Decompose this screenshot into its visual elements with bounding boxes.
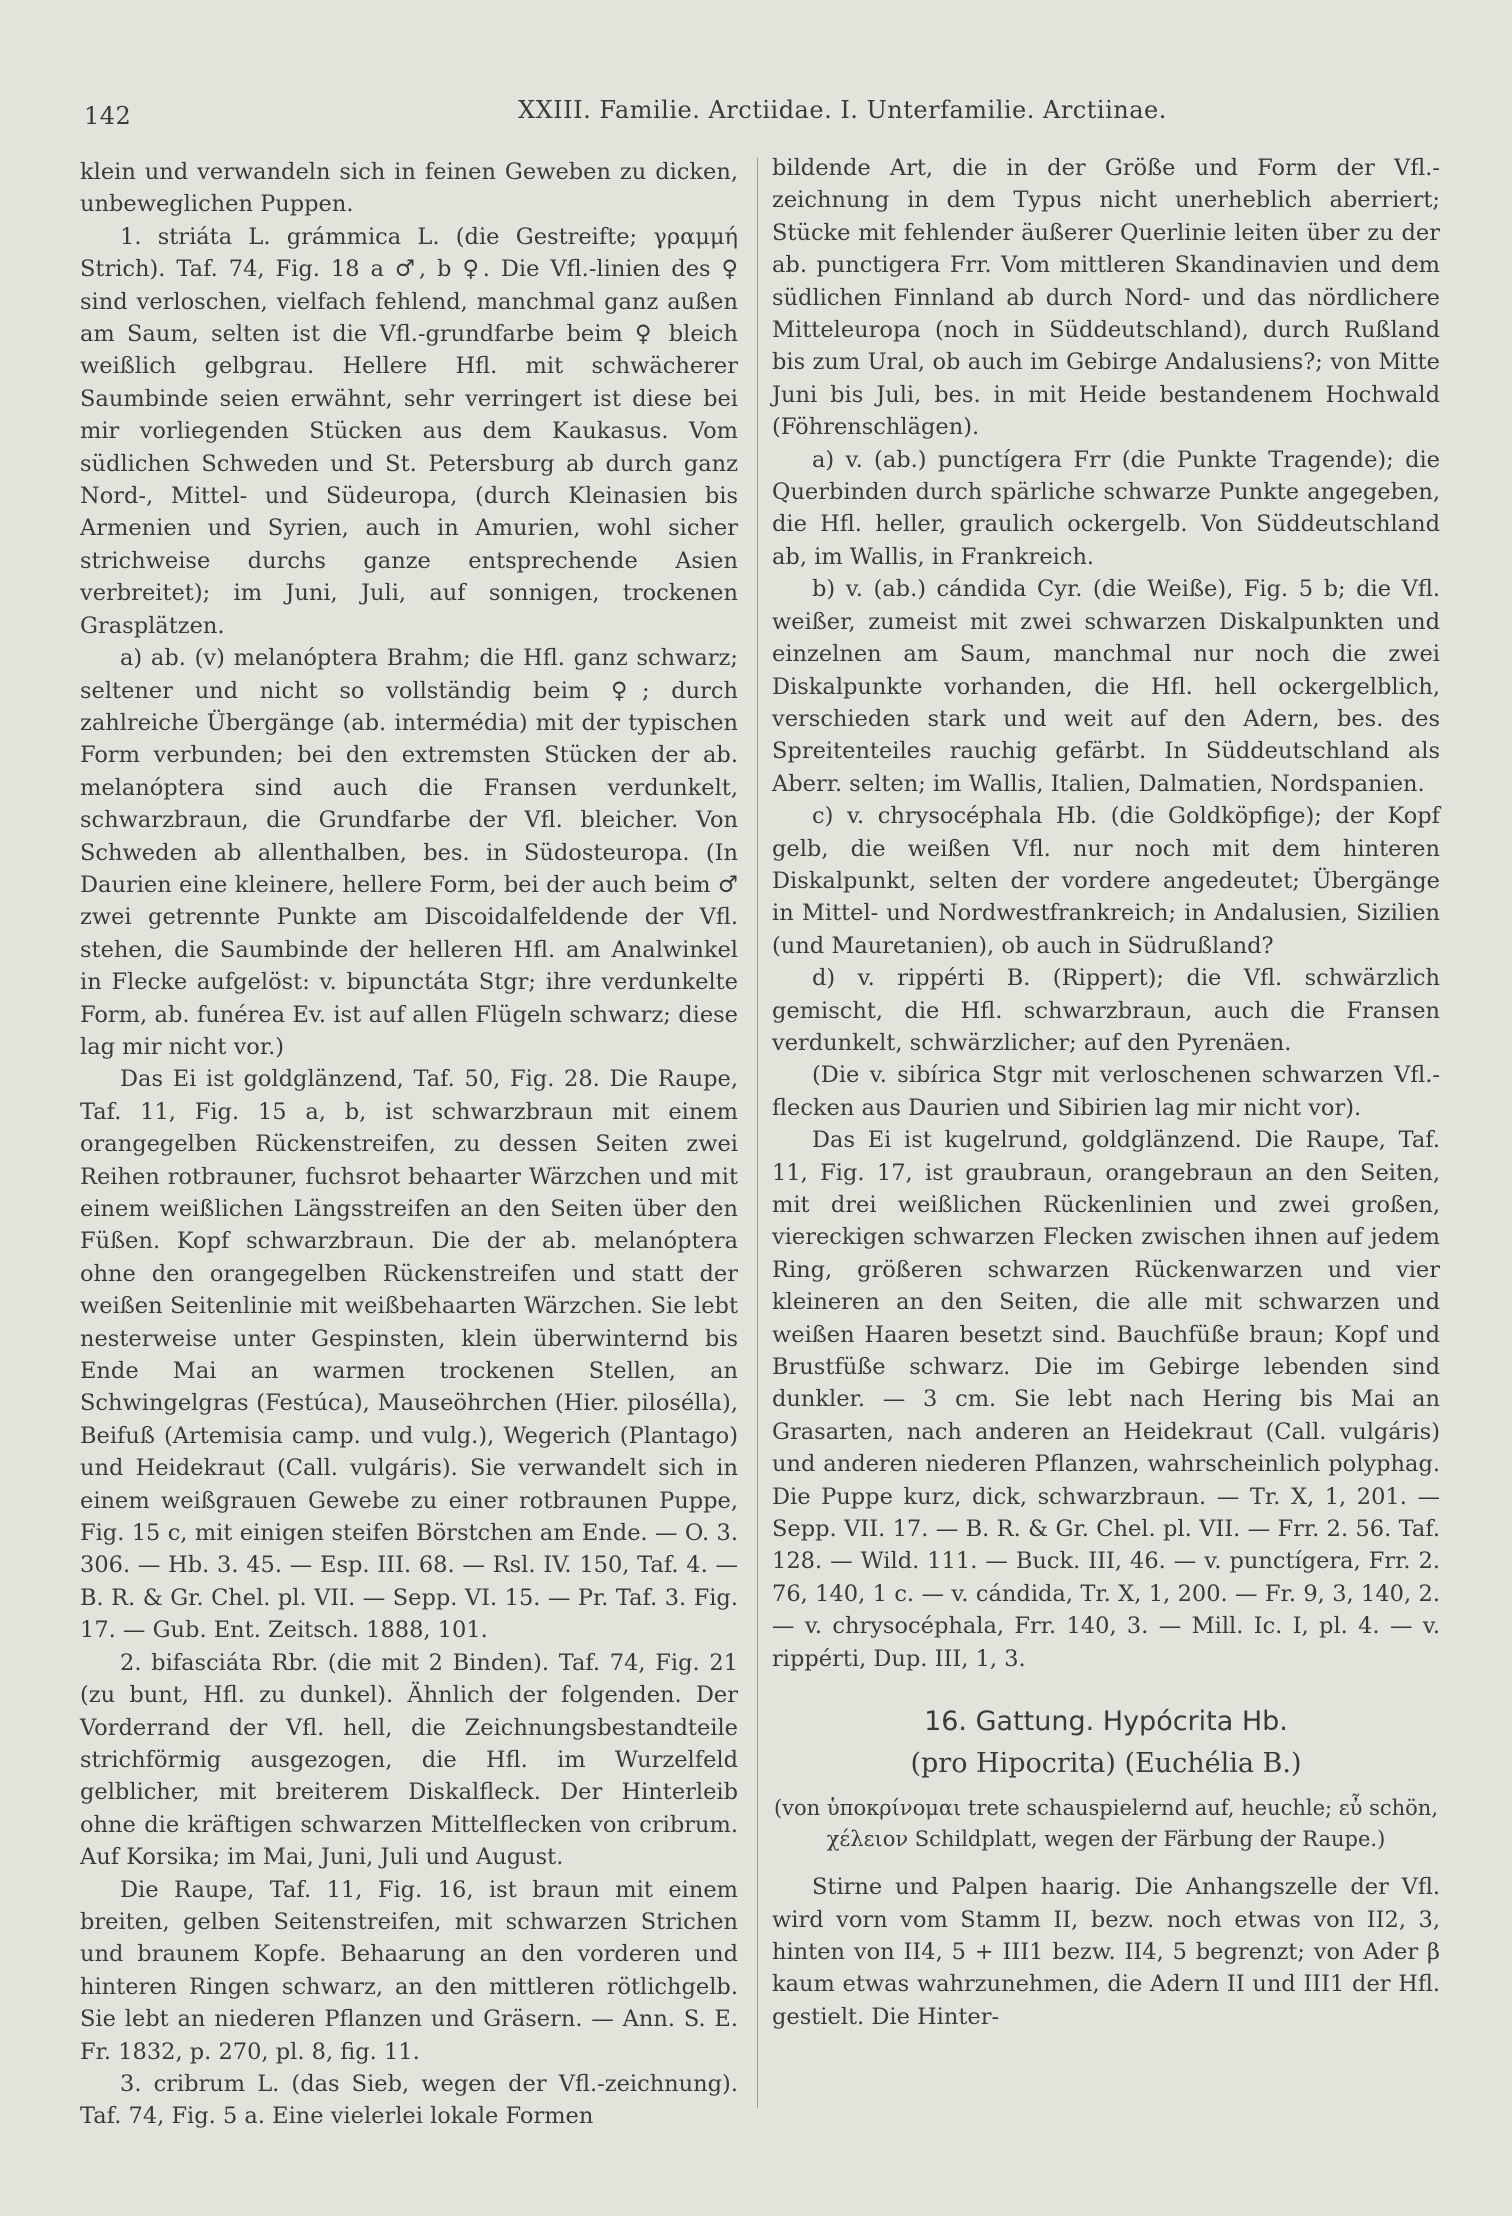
paragraph: a) ab. (v) melanóptera Brahm; die Hfl. ganz schwarz; seltener und nicht so vollständig beim ♀; durch zahlreiche Übergänge (ab. intermédia) mit der typischen Form verbunden; bei den extremsten Stücken der ab. melanóptera sind auch die Fransen verdunkelt, schwarzbraun, die Grundfarbe der Vfl. bleicher. Von Schweden ab allenthalben, bes. in Südosteuropa. (In Daurien eine kleinere, hellere Form, bei der auch beim ♂ zwei getrennte Punkte am Discoidalfeldende der Vfl. stehen, die Saumbinde der helleren Hfl. am Analwinkel in Flecke aufgelöst: v. bipunctáta Stgr; ihre verdunkelte Form, ab. funérea Ev. ist auf allen Flügeln schwarz; diese lag mir nicht vor.) [80,645,738,1060]
genus-etymology: (von ὑποκρίνομαι trete schauspielernd auf, heuchle; εὖ schön, χέλειον Schildplatt, wegen der Färbung der Raupe.) [773,1796,1438,1852]
paragraph: bildende Art, die in der Größe und Form der Vfl.-zeichnung in dem Typus nicht unerheblich aberriert; Stücke mit fehlender äußerer Querlinie leiten über zu der ab. punctigera Frr. Vom mittleren Skandinavien und dem südlichen Finnland ab durch Nord- und das nördlichere Mitteleuropa (noch in Süddeutschland), durch Rußland bis zum Ural, ob auch im Gebirge Andalusiens?; von Mitte Juni bis Juli, bes. in mit Heide bestandenem Hochwald (Föhrenschlägen). [772,155,1440,441]
species-entry-bifasciata: 2. bifasciáta Rbr. (die mit 2 Binden). Taf. 74, Fig. 21 (zu bunt, Hfl. zu dunkel). Ähnlich der folgenden. Der Vorderrand der Vfl. hell, die Zeichnungsbestandteile strichförmig ausgezogen, die Hfl. im Wurzelfeld gelblicher, mit breiterem Diskalfleck. Der Hinterleib ohne die kräftigen schwarzen Mittelflecken von cribrum. Auf Korsika; im Mai, Juni, Juli und August. [80,1649,738,1871]
page-header [80,96,1434,136]
genus-heading: 16. Gattung. Hypócrita Hb. [924,1706,1288,1738]
left-column [80,156,738,2133]
paragraph: d) v. rippérti B. (Rippert); die Vfl. schwärzlich gemischt, die Hfl. schwarzbraun, auch die Fransen verdunkelt, schwärzlicher; auf den Pyrenäen. [772,965,1440,1056]
paragraph: Die Raupe, Taf. 11, Fig. 16, ist braun mit einem breiten, gelben Seitenstreifen, mit schwarzen Strichen und braunem Kopfe. Behaarung an den vorderen und hinteren Ringen schwarz, an den mittleren rötlichgelb. Sie lebt an niederen Pflanzen und Gräsern. — Ann. S. E. Fr. 1832, p. 270, pl. 8, fig. 11. [80,1876,738,2065]
genus-description: Stirne und Palpen haarig. Die Anhangszelle der Vfl. wird vorn vom Stamm II, bezw. noch etwas von II2, 3, hinten von II4, 5 + III1 bezw. II4, 5 begrenzt; von Ader β kaum etwas wahrzunehmen, die Adern II und III1 der Hfl. gestielt. Die Hinter- [772,1874,1440,2030]
running-title: XXIII. Familie. Arctiidae. I. Unterfamilie. Arctiinae. [518,96,1167,124]
paragraph: Das Ei ist goldglänzend, Taf. 50, Fig. 28. Die Raupe, Taf. 11, Fig. 15 a, b, ist schwarzbraun mit einem orangegelben Rückenstreifen, zu dessen Seiten zwei Reihen rotbrauner, fuchsrot behaarter Wärzchen und mit einem weißlichen Längsstreifen an den Seiten über den Füßen. Kopf schwarzbraun. Die der ab. melanóptera ohne den orangegelben Rückenstreifen und statt der weißen Seitenlinie mit weißbehaarten Wärzchen. Sie lebt nesterweise unter Gespinsten, klein überwinternd bis Ende Mai an warmen trockenen Stellen, an Schwingelgras (Festúca), Mauseöhrchen (Hier. pilosélla), Beifuß (Artemisia camp. und vulg.), Wegerich (Plantago) und Heidekraut (Call. vulgáris). Sie verwandelt sich in einem weißgrauen Gewebe zu einer rotbraunen Puppe, Fig. 15 c, mit einigen steifen Börstchen am Ende. — O. 3. 306. — Hb. 3. 45. — Esp. III. 68. — Rsl. IV. 150, Taf. 4. — B. R. & Gr. Chel. pl. VII. — Sepp. VI. 15. — Pr. Taf. 3. Fig. 17. — Gub. Ent. Zeitsch. 1888, 101. [80,1066,738,1644]
paragraph: b) v. (ab.) cándida Cyr. (die Weiße), Fig. 5 b; die Vfl. weißer, zumeist mit zwei schwarzen Diskalpunkten und einzelnen am Saum, manchmal nur noch die zwei Diskalpunkte vorhanden, die Hfl. hell ockergelblich, verschieden stark und weit auf den Adern, bes. des Spreitenteiles rauchig gefärbt. In Süddeutschland als Aberr. selten; im Wallis, Italien, Dalmatien, Nordspanien. [772,576,1440,797]
paragraph: c) v. chrysocéphala Hb. (die Goldköpfige); der Kopf gelb, die weißen Vfl. nur noch mit dem hinteren Diskalpunkt, selten der vordere angedeutet; Übergänge in Mittel- und Nordwestfrankreich; in Andalusien, Sizilien (und Mauretanien), ob auch in Südrußland? [772,803,1440,959]
paragraph: a) v. (ab.) punctígera Frr (die Punkte Tragende); die Querbinden durch spärliche schwarze Punkte angegeben, die Hfl. heller, graulich ockergelb. Von Süddeutschland ab, im Wallis, in Frankreich. [772,446,1440,570]
paragraph: (Die v. sibírica Stgr mit verloschenen schwarzen Vfl.-flecken aus Daurien und Sibirien lag mir nicht vor). [772,1062,1440,1121]
species-entry-cribrum: 3. cribrum L. (das Sieb, wegen der Vfl.-zeichnung). Taf. 74, Fig. 5 a. Eine vielerlei lokale Formen [80,2070,738,2130]
paragraph: klein und verwandeln sich in feinen Geweben zu dicken, unbeweglichen Puppen. [80,159,738,218]
species-entry-striata: 1. striáta L. grámmica L. (die Gestreifte; γραμμή Strich). Taf. 74, Fig. 18 a ♂, b ♀. Die Vfl.-linien des ♀ sind verloschen, vielfach fehlend, manchmal ganz außen am Saum, selten ist die Vfl.-grundfarbe beim ♀ bleich weißlich gelbgrau. Hellere Hfl. mit schwächerer Saumbinde seien erwähnt, sehr verringert ist diese bei mir vorliegenden Stücken aus dem Kaukasus. Vom südlichen Schweden und St. Petersburg ab durch ganz Nord-, Mittel- und Südeuropa, (durch Kleinasien bis Armenien und Syrien, auch in Amurien, wohl sicher strichweise durchs ganze entsprechende Asien verbreitet); im Juni, Juli, auf sonnigen, trockenen Grasplätzen. [80,223,738,639]
page-number: 142 [84,102,132,130]
genus-subheading: (pro Hipocrita) (Euchélia B.) [910,1748,1302,1780]
right-column [772,152,1440,2033]
paragraph: Das Ei ist kugelrund, goldglänzend. Die Raupe, Taf. 11, Fig. 17, ist graubraun, orangebraun an den Seiten, mit drei weißlichen Rückenlinien und zwei großen, viereckigen schwarzen Flecken zwischen ihnen auf jedem Ring, größeren schwarzen Rückenwarzen und vier kleineren an den Seiten, die alle mit schwarzen und weißen Haaren besetzt sind. Bauchfüße braun; Kopf und Brustfüße schwarz. Die im Gebirge lebenden sind dunkler. — 3 cm. Sie lebt nach Hering bis Mai an Grasarten, nach anderen an Heidekraut (Call. vulgáris) und anderen niederen Pflanzen, wahrscheinlich polyphag. Die Puppe kurz, dick, schwarzbraun. — Tr. X, 1, 201. — Sepp. VII. 17. — B. R. & Gr. Chel. pl. VII. — Frr. 2. 56. Taf. 128. — Wild. 111. — Buck. III, 46. — v. punctígera, Frr. 2. 76, 140, 1 c. — v. cándida, Tr. X, 1, 200. — Fr. 9, 3, 140, 2. — v. chrysocéphala, Frr. 140, 3. — Mill. Ic. I, pl. 4. — v. rippérti, Dup. III, 1, 3. [772,1127,1440,1672]
column-divider [757,158,758,2108]
